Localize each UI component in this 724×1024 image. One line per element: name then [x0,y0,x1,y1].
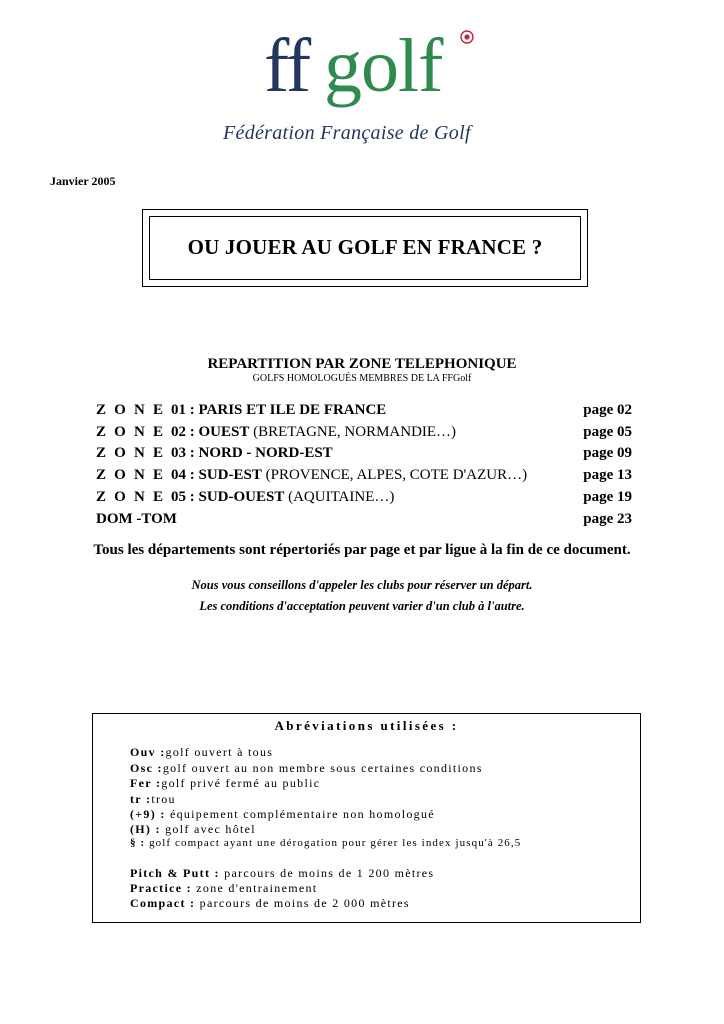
abbreviation-key: Ouv : [130,745,166,759]
abbreviations-title: Abréviations utilisées : [274,718,459,733]
zone-label: Z O N E [96,467,166,483]
advice-line: Nous vous conseillons d'appeler les clubs pour réserver un départ. [191,578,533,592]
zone-page: page 05 [583,424,632,440]
zone-code: 03 : NORD - NORD-EST [171,445,333,461]
abbreviation-key: § : [130,837,146,849]
abbreviation-item [130,837,521,849]
zone-label: Z O N E [96,445,166,461]
title-box [142,209,588,287]
zone-text [171,402,386,419]
zone-label: DOM -TOM [96,511,177,527]
abbreviation-value: golf compact ayant une dérogation pour gérer les index jusqu'à 26,5 [145,837,522,849]
abbreviation-value: trou [151,792,176,806]
zone-row-05 [96,489,632,510]
departments-note: Tous les départements sont répertoriés par page et par ligue à la fin de ce document. [93,542,631,558]
logo-ff-text: ff [264,24,310,108]
abbreviation-item [130,776,320,791]
abbreviation-key: Osc : [130,761,163,775]
zone-page: page 02 [583,402,632,418]
abbreviation-item [130,822,256,837]
format-item [130,896,410,911]
title-inner-border [149,216,581,280]
zone-row-04 [96,467,632,488]
zone-code: 04 : SUD-EST [171,467,262,483]
abbreviations-box [92,713,641,923]
zone-page: page 09 [583,445,632,461]
abbreviation-key: (+9) : [130,807,166,821]
document-date: Janvier 2005 [50,174,116,188]
format-item [130,866,434,881]
zone-detail: (AQUITAINE…) [284,489,395,505]
zone-text [171,424,456,441]
advice-line: Les conditions d'acceptation peuvent varier d'un club à l'autre. [199,599,525,613]
logo-golf-text: golf [324,24,443,108]
abbreviation-key: (H) : [130,822,161,836]
abbreviation-value: équipement complémentaire non homologué [165,807,435,821]
abbreviation-value: golf ouvert à tous [165,745,274,759]
format-key: Compact : [130,896,196,910]
abbreviation-value: golf privé fermé au public [161,776,321,790]
format-value: parcours de moins de 1 200 mètres [219,866,435,880]
zone-row-domtom [96,511,632,532]
zone-code: 05 : SUD-OUEST [171,489,285,505]
zone-row-01 [96,402,632,423]
abbreviation-item [130,745,273,760]
abbreviation-key: Fer : [130,776,162,790]
zone-code: 01 : PARIS ET ILE DE FRANCE [171,402,387,418]
zone-detail: (PROVENCE, ALPES, COTE D'AZUR…) [261,467,528,483]
zone-row-02 [96,424,632,445]
abbreviation-item [130,761,483,776]
zone-row-03 [96,445,632,466]
zone-label: Z O N E [96,424,166,440]
abbreviation-value: golf ouvert au non membre sous certaines conditions [162,761,483,775]
format-key: Pitch & Putt : [130,866,220,880]
zone-text [171,467,527,484]
section-title: REPARTITION PAR ZONE TELEPHONIQUE [207,356,517,372]
zone-detail: (BRETAGNE, NORMANDIE…) [249,424,457,440]
zone-page: page 19 [583,489,632,505]
zone-label: Z O N E [96,489,166,505]
zone-label: Z O N E [96,402,166,418]
format-value: zone d'entrainement [191,881,318,895]
format-key: Practice : [130,881,192,895]
section-subtitle: GOLFS HOMOLOGUÉS MEMBRES DE LA FFGolf [252,373,472,384]
zone-page: page 23 [583,511,632,527]
zone-code: 02 : OUEST [171,424,250,440]
abbreviation-key: tr : [130,792,152,806]
zone-page: page 13 [583,467,632,483]
format-value: parcours de moins de 2 000 mètres [195,896,410,910]
logo-mark-icon [460,30,474,44]
federation-subtitle: Fédération Française de Golf [223,122,471,144]
format-item [130,881,317,896]
abbreviation-item [130,792,176,807]
zone-text [171,489,394,506]
abbreviation-item [130,807,435,822]
page-title: OU JOUER AU GOLF EN FRANCE ? [187,235,543,259]
abbreviation-value: golf avec hôtel [160,822,256,836]
zone-text [171,445,333,462]
